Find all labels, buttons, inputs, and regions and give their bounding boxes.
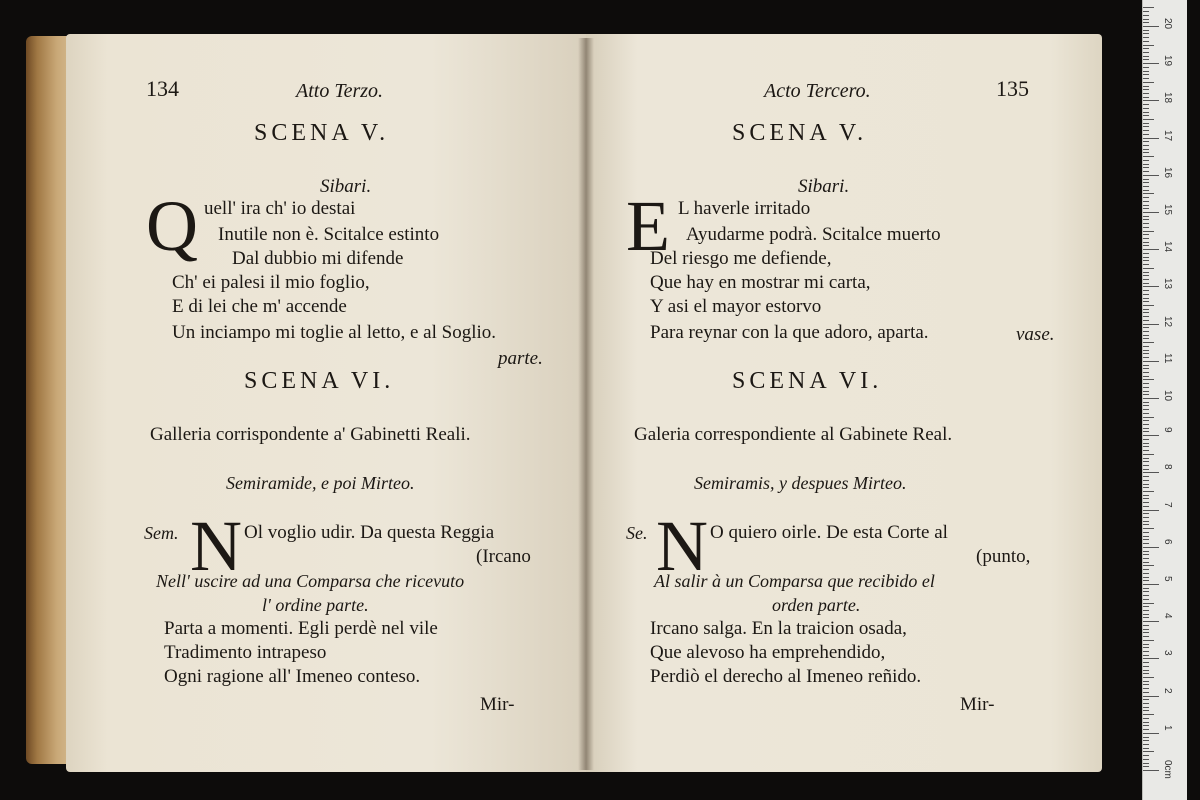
left-verse-line: Ogni ragione all' Imeneo conteso. [164, 666, 421, 687]
ruler-tick [1143, 33, 1149, 34]
ruler-number: 19 [1162, 55, 1173, 67]
ruler-tick [1143, 260, 1149, 261]
ruler-tick [1143, 636, 1149, 637]
left-stage-direction: l' ordine parte. [262, 595, 369, 615]
ruler-tick [1143, 751, 1154, 752]
left-catchword: Mir- [480, 694, 515, 715]
ruler-tick [1143, 104, 1149, 105]
ruler-tick [1143, 558, 1149, 559]
ruler-tick [1143, 78, 1149, 79]
ruler-tick [1143, 331, 1149, 332]
ruler-tick [1143, 59, 1149, 60]
left-verse-line: uell' ira ch' io destai [204, 198, 356, 219]
ruler-tick [1143, 41, 1149, 42]
ruler-tick [1143, 383, 1149, 384]
left-scene-speakers: Semiramide, e poi Mirteo. [226, 473, 415, 493]
ruler-tick [1143, 755, 1149, 756]
ruler-tick [1143, 446, 1149, 447]
ruler-tick [1143, 134, 1149, 135]
ruler-tick [1143, 175, 1159, 176]
right-verse-line: Del riesgo me defiende, [650, 248, 832, 269]
ruler-tick [1143, 26, 1159, 27]
right-scene-setting: Galeria correspondiente al Gabinete Real. [634, 424, 953, 445]
ruler-tick [1143, 714, 1154, 715]
ruler-tick [1143, 569, 1149, 570]
ruler-tick [1143, 264, 1149, 265]
ruler-tick [1143, 565, 1154, 566]
ruler-tick [1143, 435, 1159, 436]
ruler-tick [1143, 171, 1149, 172]
ruler-tick [1143, 495, 1149, 496]
ruler-tick [1143, 740, 1149, 741]
ruler-tick [1143, 733, 1159, 734]
ruler-tick [1143, 305, 1154, 306]
ruler-tick [1143, 469, 1149, 470]
ruler-number: 5 [1162, 576, 1173, 582]
ruler-tick [1143, 294, 1149, 295]
ruler-tick [1143, 193, 1154, 194]
ruler-tick [1143, 551, 1149, 552]
right-page [586, 34, 1102, 772]
ruler-tick [1143, 484, 1149, 485]
ruler-tick [1143, 402, 1149, 403]
ruler-tick [1143, 506, 1149, 507]
right-catchword: Mir- [960, 694, 995, 715]
ruler-tick [1143, 238, 1149, 239]
right-stage-direction: orden parte. [772, 595, 861, 615]
ruler-tick [1143, 219, 1149, 220]
ruler-tick [1143, 145, 1149, 146]
ruler-tick [1143, 528, 1154, 529]
ruler-number: 13 [1162, 278, 1173, 290]
right-verse-line: L haverle irritado [678, 198, 811, 219]
ruler-number: 18 [1162, 92, 1173, 104]
ruler-tick [1143, 677, 1154, 678]
ruler-tick [1143, 461, 1149, 462]
ruler-tick [1143, 763, 1149, 764]
ruler-tick [1143, 405, 1149, 406]
ruler-tick [1143, 591, 1149, 592]
right-page-number: 135 [996, 76, 1029, 101]
ruler-tick [1143, 439, 1149, 440]
ruler-tick [1143, 86, 1149, 87]
left-stage-direction: Nell' uscire ad una Comparsa che ricevuto [156, 571, 465, 591]
left-speaker-prefix: Sem. [144, 523, 179, 543]
ruler-tick [1143, 670, 1149, 671]
right-verse-line: Para reynar con la que adoro, aparta. [650, 322, 929, 343]
ruler-tick [1143, 684, 1149, 685]
measuring-ruler [1142, 0, 1187, 800]
ruler-tick [1143, 431, 1149, 432]
ruler-tick [1143, 766, 1149, 767]
ruler-tick [1143, 346, 1149, 347]
ruler-tick [1143, 197, 1149, 198]
ruler-tick [1143, 286, 1159, 287]
left-page [66, 34, 586, 772]
right-verse-line: Ayudarme podrà. Scitalce muerto [686, 224, 941, 245]
right-scene-v-heading: SCENA V. [732, 120, 868, 146]
ruler-tick [1143, 521, 1149, 522]
ruler-tick [1143, 253, 1149, 254]
ruler-tick [1143, 242, 1149, 243]
ruler-tick [1143, 316, 1149, 317]
right-stage-direction: Al salir à un Comparsa que recibido el [654, 571, 935, 591]
ruler-tick [1143, 387, 1149, 388]
ruler-tick [1143, 160, 1149, 161]
ruler-tick [1143, 67, 1149, 68]
ruler-tick [1143, 647, 1149, 648]
ruler-tick [1143, 480, 1149, 481]
ruler-tick [1143, 517, 1149, 518]
ruler-tick [1143, 379, 1154, 380]
ruler-tick [1143, 268, 1154, 269]
ruler-number: 7 [1162, 501, 1173, 508]
ruler-tick [1143, 231, 1154, 232]
ruler-tick [1143, 227, 1149, 228]
ruler-tick [1143, 37, 1149, 38]
ruler-tick [1143, 603, 1154, 604]
ruler-tick [1143, 376, 1149, 377]
ruler-tick [1143, 138, 1159, 139]
ruler-tick [1143, 245, 1149, 246]
ruler-number: 14 [1162, 241, 1173, 253]
ruler-number: 11 [1162, 352, 1173, 364]
ruler-tick [1143, 301, 1149, 302]
ruler-tick [1143, 82, 1154, 83]
ruler-tick [1143, 93, 1149, 94]
ruler-tick [1143, 454, 1154, 455]
left-page-number: 134 [146, 76, 179, 101]
book-gutter [578, 38, 594, 770]
ruler-tick [1143, 744, 1149, 745]
ruler-tick [1143, 681, 1149, 682]
ruler-tick [1143, 513, 1149, 514]
left-verse-line: Ch' ei palesi il mio foglio, [172, 272, 370, 293]
ruler-tick [1143, 729, 1149, 730]
right-verse-line: Y asi el mayor estorvo [650, 296, 822, 317]
ruler-tick [1143, 216, 1149, 217]
ruler-tick [1143, 89, 1149, 90]
ruler-tick [1143, 644, 1149, 645]
ruler-tick [1143, 338, 1149, 339]
ruler-tick [1143, 703, 1149, 704]
ruler-tick [1143, 11, 1149, 12]
ruler-tick [1143, 123, 1149, 124]
ruler-tick [1143, 108, 1149, 109]
ruler-tick [1143, 201, 1149, 202]
left-verse-line: E di lei che m' accende [172, 296, 347, 317]
ruler-tick [1143, 368, 1149, 369]
ruler-tick [1143, 417, 1154, 418]
ruler-number: 9 [1162, 427, 1173, 433]
ruler-tick [1143, 621, 1159, 622]
ruler-tick [1143, 725, 1149, 726]
ruler-tick [1143, 502, 1149, 503]
ruler-tick [1143, 707, 1149, 708]
ruler-tick [1143, 164, 1149, 165]
ruler-tick [1143, 353, 1149, 354]
right-verse-line: O quiero oirle. De esta Corte al [710, 522, 948, 543]
ruler-tick [1143, 696, 1159, 697]
left-verse-line: Ol voglio udir. Da questa Reggia [244, 522, 495, 543]
left-scene-setting: Galleria corrispondente a' Gabinetti Reali. [150, 424, 471, 445]
right-scene-vi-heading: SCENA VI. [732, 368, 883, 394]
right-verse-line-continuation: (punto, [976, 546, 1031, 567]
ruler-tick [1143, 205, 1149, 206]
ruler-tick [1143, 212, 1159, 213]
ruler-tick [1143, 327, 1149, 328]
right-scene-v-speaker: Sibari. [798, 176, 850, 197]
left-scene-vi-heading: SCENA VI. [244, 368, 395, 394]
ruler-tick [1143, 450, 1149, 451]
ruler-tick [1143, 692, 1149, 693]
ruler-tick [1143, 588, 1149, 589]
left-verse-line: Dal dubbio mi difende [232, 248, 404, 269]
ruler-tick [1143, 112, 1149, 113]
left-verse-line: Parta a momenti. Egli perdè nel vile [164, 618, 438, 639]
ruler-tick [1143, 179, 1149, 180]
ruler-tick [1143, 498, 1149, 499]
left-dropcap-n: N [190, 506, 242, 586]
ruler-tick [1143, 580, 1149, 581]
ruler-number: 6 [1162, 538, 1173, 545]
ruler-tick [1143, 119, 1154, 120]
right-running-head: Acto Tercero. [764, 80, 871, 102]
ruler-tick [1143, 350, 1149, 351]
ruler-tick [1143, 476, 1149, 477]
right-stage-direction-exit: vase. [1016, 324, 1055, 345]
left-verse-line: Inutile non è. Scitalce estinto [218, 224, 440, 245]
ruler-tick [1143, 156, 1154, 157]
ruler-tick [1143, 335, 1149, 336]
ruler-number: 20 [1162, 18, 1173, 30]
right-speaker-prefix: Se. [626, 523, 648, 543]
ruler-tick [1143, 223, 1149, 224]
ruler-tick [1143, 420, 1149, 421]
ruler-tick [1143, 491, 1154, 492]
ruler-tick [1143, 257, 1149, 258]
ruler-number: 16 [1162, 166, 1173, 178]
left-scene-v-heading: SCENA V. [254, 120, 390, 146]
ruler-number: 3 [1162, 650, 1173, 656]
ruler-tick [1143, 63, 1159, 64]
ruler-number: 2 [1162, 687, 1173, 694]
ruler-number: 4 [1162, 613, 1173, 619]
ruler-tick [1143, 625, 1149, 626]
ruler-tick [1143, 699, 1149, 700]
ruler-tick [1143, 275, 1149, 276]
ruler-tick [1143, 554, 1149, 555]
ruler-tick [1143, 510, 1159, 511]
right-verse-line: Perdiò el derecho al Imeneo reñido. [650, 666, 922, 687]
ruler-tick [1143, 651, 1149, 652]
ruler-tick [1143, 372, 1149, 373]
ruler-tick [1143, 606, 1149, 607]
ruler-tick [1143, 74, 1149, 75]
right-verse-line: Que alevoso ha emprehendido, [650, 642, 886, 663]
ruler-number: 8 [1162, 464, 1173, 470]
ruler-tick [1143, 298, 1149, 299]
right-verse-line: Que hay en mostrar mi carta, [650, 272, 871, 293]
ruler-tick [1143, 208, 1149, 209]
ruler-tick [1143, 536, 1149, 537]
ruler-tick [1143, 15, 1149, 16]
ruler-tick [1143, 487, 1149, 488]
ruler-tick [1143, 409, 1149, 410]
ruler-tick [1143, 361, 1159, 362]
left-running-head: Atto Terzo. [296, 80, 384, 102]
ruler-tick [1143, 666, 1149, 667]
ruler-tick [1143, 539, 1149, 540]
ruler-tick [1143, 718, 1149, 719]
right-verse-line: Ircano salga. En la traicion osada, [650, 618, 907, 639]
ruler-tick [1143, 152, 1149, 153]
ruler-number: 17 [1162, 129, 1173, 141]
ruler-tick [1143, 465, 1149, 466]
ruler-tick [1143, 584, 1159, 585]
ruler-tick [1143, 673, 1149, 674]
ruler-tick [1143, 100, 1159, 101]
ruler-tick [1143, 770, 1159, 771]
ruler-tick [1143, 71, 1149, 72]
ruler-tick [1143, 472, 1159, 473]
ruler-tick [1143, 272, 1149, 273]
ruler-tick [1143, 290, 1149, 291]
left-verse-line-continuation: (Ircano [476, 546, 531, 567]
ruler-tick [1143, 391, 1149, 392]
ruler-tick [1143, 149, 1149, 150]
ruler-tick [1143, 547, 1159, 548]
ruler-tick [1143, 30, 1149, 31]
ruler-tick [1143, 45, 1154, 46]
ruler-number: 12 [1162, 315, 1173, 327]
ruler-tick [1143, 658, 1159, 659]
ruler-tick [1143, 443, 1149, 444]
ruler-tick [1143, 610, 1149, 611]
ruler-tick [1143, 759, 1149, 760]
ruler-tick [1143, 7, 1154, 8]
ruler-tick [1143, 655, 1149, 656]
ruler-number: 1 [1162, 724, 1173, 731]
ruler-tick [1143, 249, 1159, 250]
ruler-tick [1143, 599, 1149, 600]
ruler-tick [1143, 532, 1149, 533]
ruler-tick [1143, 182, 1149, 183]
ruler-tick [1143, 737, 1149, 738]
ruler-tick [1143, 342, 1154, 343]
ruler-tick [1143, 662, 1149, 663]
ruler-tick [1143, 688, 1149, 689]
ruler-tick [1143, 186, 1149, 187]
ruler-tick [1143, 279, 1149, 280]
right-dropcap-n: N [656, 506, 708, 586]
ruler-tick [1143, 56, 1149, 57]
ruler-tick [1143, 632, 1149, 633]
ruler-tick [1143, 365, 1149, 366]
ruler-tick [1143, 617, 1149, 618]
ruler-tick [1143, 357, 1149, 358]
ruler-tick [1143, 97, 1149, 98]
ruler-number: 10 [1162, 390, 1173, 402]
ruler-tick [1143, 324, 1159, 325]
ruler-tick [1143, 595, 1149, 596]
ruler-tick [1143, 394, 1149, 395]
ruler-tick [1143, 614, 1149, 615]
ruler-tick [1143, 141, 1149, 142]
ruler-tick [1143, 573, 1149, 574]
ruler-number: 15 [1162, 204, 1173, 216]
ruler-unit-label: 0cm [1162, 760, 1173, 779]
right-scene-speakers: Semiramis, y despues Mirteo. [694, 473, 907, 493]
ruler-tick [1143, 130, 1149, 131]
ruler-tick [1143, 19, 1149, 20]
ruler-tick [1143, 629, 1149, 630]
ruler-tick [1143, 428, 1149, 429]
open-book [26, 26, 1112, 778]
ruler-tick [1143, 126, 1149, 127]
ruler-tick [1143, 167, 1149, 168]
right-dropcap-e: E [626, 186, 670, 266]
ruler-tick [1143, 398, 1159, 399]
left-dropcap-q: Q [146, 186, 198, 266]
left-verse-line: Un inciampo mi toglie al letto, e al Soglio. [172, 322, 497, 343]
ruler-tick [1143, 710, 1149, 711]
ruler-tick [1143, 320, 1149, 321]
ruler-tick [1143, 283, 1149, 284]
left-scene-v-speaker: Sibari. [320, 176, 372, 197]
ruler-tick [1143, 424, 1149, 425]
ruler-tick [1143, 48, 1149, 49]
ruler-tick [1143, 640, 1154, 641]
ruler-tick [1143, 413, 1149, 414]
ruler-tick [1143, 309, 1149, 310]
ruler-tick [1143, 722, 1149, 723]
ruler-tick [1143, 562, 1149, 563]
ruler-tick [1143, 312, 1149, 313]
left-stage-direction-exit: parte. [498, 348, 543, 369]
ruler-tick [1143, 234, 1149, 235]
left-verse-line: Tradimento intrapeso [164, 642, 327, 663]
ruler-tick [1143, 577, 1149, 578]
ruler-tick [1143, 748, 1149, 749]
ruler-tick [1143, 458, 1149, 459]
ruler-tick [1143, 543, 1149, 544]
ruler-tick [1143, 190, 1149, 191]
ruler-tick [1143, 524, 1149, 525]
ruler-tick [1143, 22, 1149, 23]
ruler-tick [1143, 52, 1149, 53]
ruler-tick [1143, 115, 1149, 116]
